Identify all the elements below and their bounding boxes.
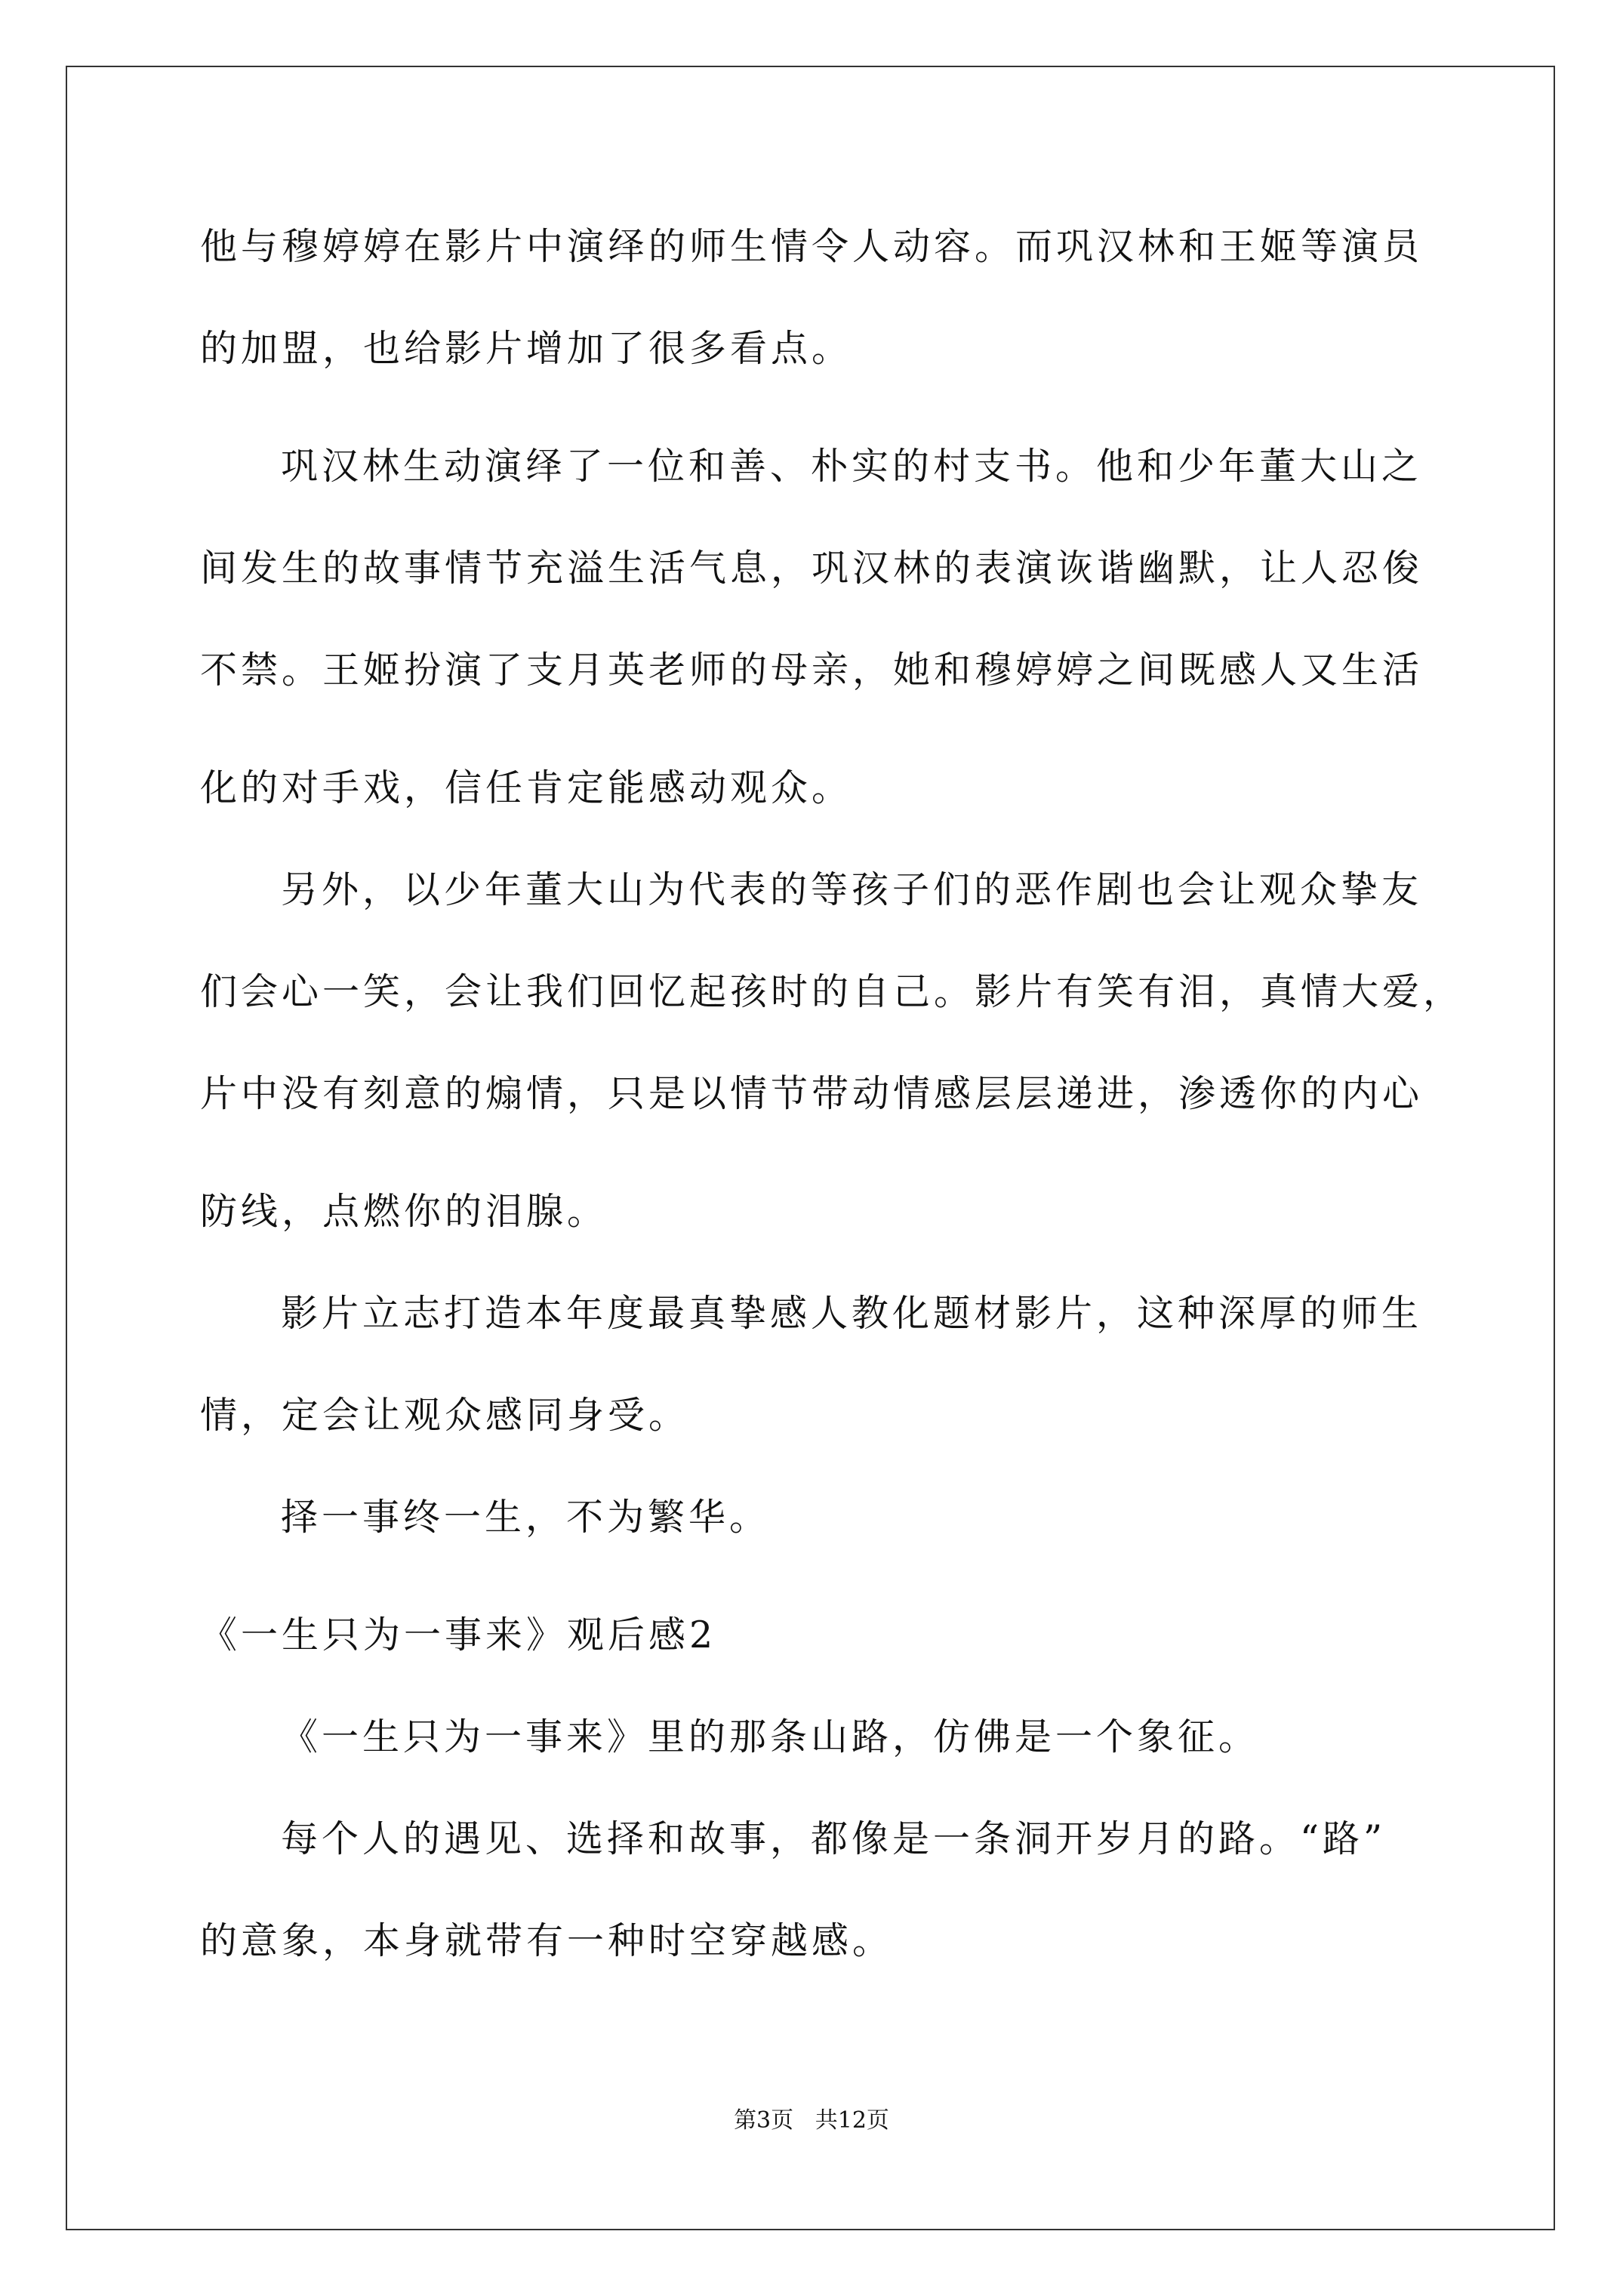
body-text-line: 的意象，本身就带有一种时空穿越感。: [200, 1919, 894, 1962]
body-text-line: 择一事终一生，不为繁华。: [281, 1496, 771, 1539]
section-heading: 《一生只为一事来》观后感2: [200, 1613, 717, 1657]
body-text-line: 化的对手戏，信任肯定能感动观众。: [200, 766, 853, 809]
body-text-line: 《一生只为一事来》里的那条山路，仿佛是一个象征。: [281, 1715, 1260, 1758]
body-text-line: 防线，点燃你的泪腺。: [200, 1190, 608, 1233]
body-text-line: 影片立志打造本年度最真挚感人教化题材影片，这种深厚的师生: [281, 1292, 1423, 1335]
page-number-footer: 第3页 共12页: [734, 2107, 889, 2134]
body-text-line: 间发生的故事情节充溢生活气息，巩汉林的表演诙谐幽默，让人忍俊: [200, 547, 1424, 590]
body-text-line: 巩汉林生动演绎了一位和善、朴实的村支书。他和少年董大山之: [281, 445, 1423, 488]
body-text-line: 情，定会让观众感同身受。: [200, 1394, 690, 1437]
body-text-line: 他与穆婷婷在影片中演绎的师生情令人动容。而巩汉林和王姬等演员: [200, 225, 1424, 268]
body-text-line: 片中没有刻意的煽情，只是以情节带动情感层层递进，渗透你的内心: [200, 1072, 1424, 1115]
body-text-line: 每个人的遇见、选择和故事，都像是一条洞开岁月的路。“路”: [281, 1817, 1387, 1860]
body-text-line: 的加盟，也给影片增加了很多看点。: [200, 327, 853, 370]
page-border: [66, 66, 1555, 2230]
body-text-line: 另外，以少年董大山为代表的等孩子们的恶作剧也会让观众挚友: [281, 868, 1423, 911]
body-text-line: 不禁。王姬扮演了支月英老师的母亲，她和穆婷婷之间既感人又生活: [200, 649, 1424, 692]
body-text-line: 们会心一笑，会让我们回忆起孩时的自己。影片有笑有泪，真情大爱，: [200, 970, 1464, 1013]
